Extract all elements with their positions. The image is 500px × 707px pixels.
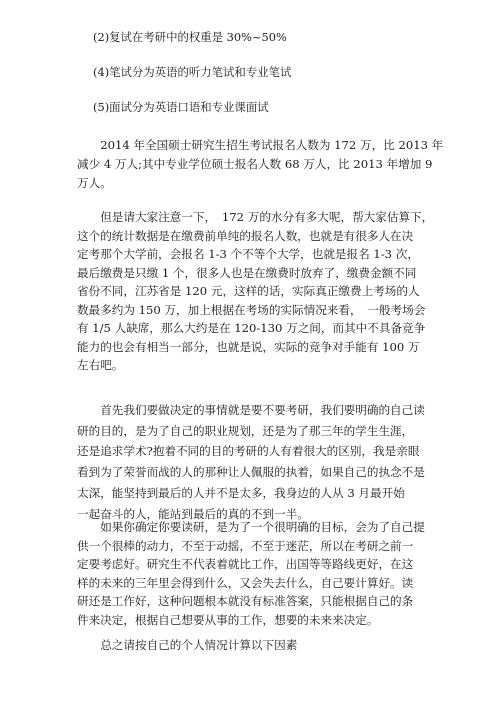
text-line: 总之请按自己的个人情况计算以下因素 <box>77 638 298 652</box>
paragraph-motivation <box>77 518 429 630</box>
text-line: 定考那个大学前，会报名 1-3 个不等个大学，也就是报名 1-3 次， <box>77 247 419 261</box>
text-line: 首先我们要做决定的事情就是要不要考研，我们要明确的自己读 <box>77 403 425 417</box>
list-item: (5)面试分为英语口语和专业课面试 <box>93 100 269 114</box>
paragraph-decision <box>77 400 429 524</box>
text-line: 如果你确定你要读研，是为了一个很明确的目标，会为了自己提 <box>77 520 425 534</box>
text-line: 有 1/5 人缺席，那么大约是在 120-130 万之间，而其中不具备竞争 <box>77 321 426 335</box>
text-line: 一起奋斗的人，能站到最后的真的不到一半。 <box>77 506 309 521</box>
list-item: (4)笔试分为英语的听力笔试和专业笔试 <box>93 65 292 79</box>
text-line: 件来决定，根据自己想要从事的工作，想要的未来来决定。 <box>77 612 379 627</box>
text-line: 数最多约为 150 万，加上根据在考场的实际情况来看， 一般考场会 <box>77 302 426 317</box>
text-line: 省份不同，江苏省是 120 元，这样的话，实际真正缴费上考场的人 <box>77 284 420 298</box>
paragraph-summary <box>77 636 429 654</box>
text-line: 万人。 <box>77 176 112 190</box>
text-line: 样的未来的三年里会得到什么，又会失去什么，自己要计算好。读 <box>77 575 414 590</box>
text-line: 这个的统计数据是在缴费前单纯的报名人数，也就是有很多人在决 <box>77 228 414 243</box>
text-line: 研还是工作好，这种问题根本就没有标准答案，只能根据自己的条 <box>77 594 414 609</box>
text-line: 太深，能坚持到最后的人并不是太多，我身边的人从 3 月最开始 <box>77 485 405 500</box>
text-line: 但是请大家注意一下， 172 万的水分有多大呢，帮大家估算下， <box>77 210 434 224</box>
text-line: 能力的也会有相当一部分，也就是说，实际的竞争对手能有 100 万 <box>77 339 420 354</box>
text-line: 还是追求学术?抱着不同的目的考研的人有着很大的区别，我是亲眼 <box>77 444 420 459</box>
paragraph-estimate <box>77 208 434 375</box>
text-line: 定要考虑好。研究生不代表着就比工作，出国等等路线更好，在这 <box>77 557 414 572</box>
text-line: 研的目的，是为了自己的职业规划，还是为了那三年的学生生涯， <box>77 423 414 438</box>
text-line: 供一个很棒的动力，不至于动摇，不至于迷茫，所以在考研之前一 <box>77 538 414 553</box>
text-line: 看到为了荣誉而战的人的那种让人佩服的执着，如果自己的执念不是 <box>77 465 425 480</box>
list-item: (2)复试在考研中的权重是 30%~50% <box>93 30 287 44</box>
paragraph-enrollment-stats <box>77 136 444 193</box>
text-line: 最后缴费是只缴 1 个，很多人也是在缴费时放弃了，缴费金额不同 <box>77 265 417 280</box>
text-line: 2014 年全国硕士研究生招生考试报名人数为 172 万，比 2013 年 <box>77 138 444 152</box>
text-line: 左右吧。 <box>77 358 124 372</box>
text-line: 减少 4 万人;其中专业学位硕士报名人数 68 万人，比 2013 年增加 9 <box>77 157 433 171</box>
